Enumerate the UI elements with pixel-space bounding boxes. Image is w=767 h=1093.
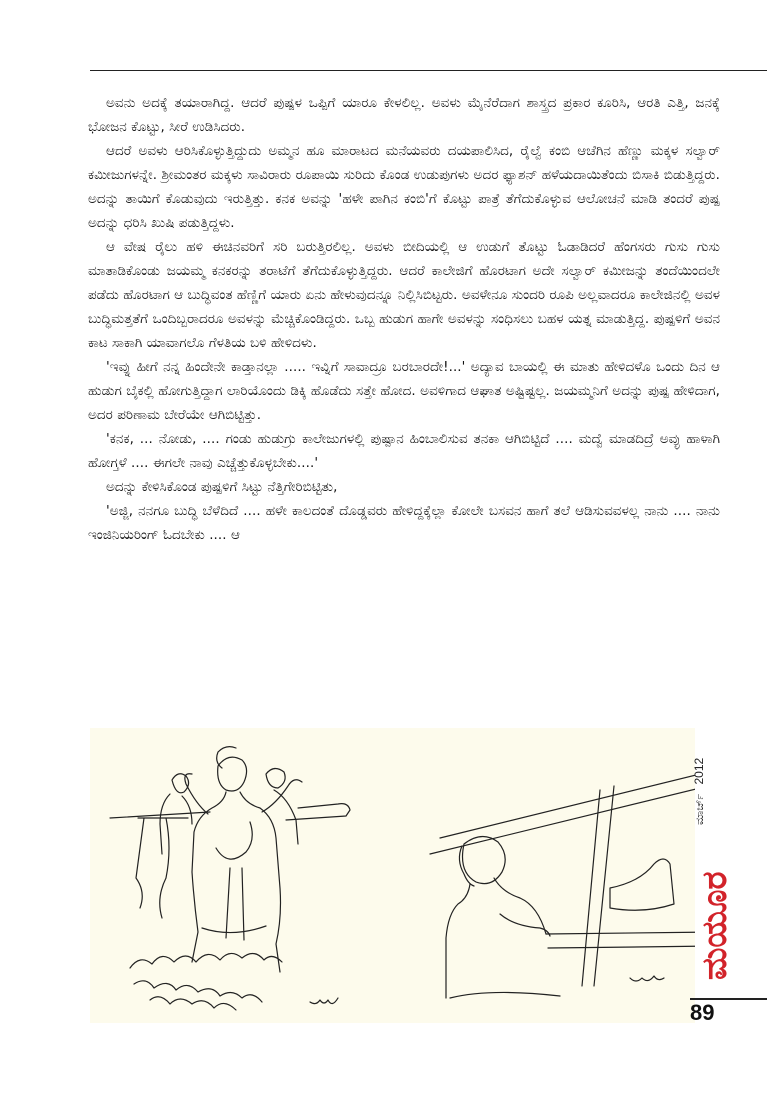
issue-year: 2012 bbox=[692, 757, 706, 785]
right-sketch bbox=[430, 774, 695, 998]
magazine-logo: ಮಯೂರ bbox=[695, 871, 735, 980]
paragraph: ಆ ವೇಷ ರೈಲು ಹಳಿ ಈಚಿನವರಿಗೆ ಸರಿ ಬರುತ್ತಿರಲಿಲ್ಲ. ಅವಳು ಬೀದಿಯಲ್ಲಿ ಆ ಉಡುಗೆ ತೊಟ್ಟು ಓಡಾಡಿದರೆ ಹೆಂಗಸರು ಗುಸು ಗುಸು ಮಾತಾಡಿಕೊಂಡು ಜಯಮ್ಮ ಕನಕರನ್ನು ತರಾಟೆಗೆ ತೆಗೆದುಕೊಳ್ಳುತ್ತಿದ್ದರು. ಆದರೆ ಕಾಲೇಜಿಗೆ ಹೊರಟಾಗ ಅದೇ ಸಲ್ವಾರ್ ಕಮೀಜನ್ನು ತಂದೆಯಿಂದಲೇ ಪಡೆದು ಹೊರಟಾಗ ಆ ಬುದ್ಧಿವಂತ ಹೆಣ್ಣಿಗೆ ಯಾರು ಏನು ಹೇಳುವುದನ್ನೂ ನಿಲ್ಲಿಸಿಬಿಟ್ಟರು. ಅವಳೇನೂ ಸುಂದರಿ ರೂಪಿ ಅಲ್ಲವಾದರೂ ಕಾಲೇಜಿನಲ್ಲಿ ಅವಳ ಬುದ್ಧಿಮತ್ತತೆಗೆ ಒಂದಿಬ್ಬರಾದರೂ ಅವಳನ್ನು ಮೆಚ್ಚಿಕೊಂಡಿದ್ದರು. ಒಬ್ಬ ಹುಡುಗ ಹಾಗೇ ಅವಳನ್ನು ಸಂಧಿಸಲು ಬಹಳ ಯತ್ನ ಮಾಡುತ್ತಿದ್ದ. ಪುಷ್ಪಳಿಗೆ ಅವನ ಕಾಟ ಸಾಕಾಗಿ ಯಾವಾಗಲೊ ಗೆಳತಿಯ ಬಳಿ ಹೇಳಿದಳು. bbox=[88, 240, 720, 351]
story-illustration bbox=[90, 728, 695, 1023]
header-rule bbox=[90, 70, 767, 71]
page-number: 89 bbox=[690, 1000, 715, 1025]
paragraph: ಅವನು ಅದಕ್ಕೆ ತಯಾರಾಗಿದ್ದ. ಆದರೆ ಪುಷ್ಪಳ ಒಪ್ಪಿಗೆ ಯಾರೂ ಕೇಳಲಿಲ್ಲ. ಅವಳು ಮೈನೆರೆದಾಗ ಶಾಸ್ತ್ರದ ಪ್ರಕಾರ ಕೂರಿಸಿ, ಆರತಿ ಎತ್ತಿ, ಜನಕ್ಕೆ ಭೋಜನ ಕೊಟ್ಟು, ಸೀರೆ ಉಡಿಸಿದರು. bbox=[88, 96, 720, 135]
issue-date bbox=[692, 715, 712, 825]
left-sketch bbox=[110, 747, 350, 1010]
issue-month: ಮಾರ್ಚ್ bbox=[694, 793, 706, 825]
paragraph: ಅದನ್ನು ಕೇಳಿಸಿಕೊಂಡ ಪುಷ್ಪಳಿಗೆ ಸಿಟ್ಟು ನೆತ್ತಿಗೇರಿಬಿಟ್ಟಿತು, bbox=[106, 480, 338, 495]
paragraph: 'ಇವ್ನು ಹೀಗೆ ನನ್ನ ಹಿಂದೇನೇ ಕಾಡ್ತಾನಲ್ಲಾ ..... ಇವ್ನಿಗೆ ಸಾವಾದ್ರೂ ಬರಬಾರದೇ!...' ಅದ್ಯಾವ ಬಾಯಲ್ಲಿ ಈ ಮಾತು ಹೇಳಿದಳೊ ಒಂದು ದಿನ ಆ ಹುಡುಗ ಬೈಕಲ್ಲಿ ಹೋಗುತ್ತಿದ್ದಾಗ ಲಾರಿಯೊಂದು ಡಿಕ್ಕಿ ಹೊಡೆದು ಸತ್ತೇ ಹೋದ. ಅವಳಿಗಾದ ಆಘಾತ ಅಷ್ಟಿಷ್ಟಲ್ಲ. ಜಯಮ್ಮನಿಗೆ ಅದನ್ನು ಪುಷ್ಪ ಹೇಳಿದಾಗ, ಅದರ ಪರಿಣಾಮ ಬೇರೆಯೇ ಆಗಿಬಿಟ್ಟಿತ್ತು. bbox=[88, 360, 720, 423]
paragraph: ಆದರೆ ಅವಳು ಆರಿಸಿಕೊಳ್ಳುತ್ತಿದ್ದುದು ಅಮ್ಮನ ಹೂ ಮಾರಾಟದ ಮನೆಯವರು ದಯಪಾಲಿಸಿದ, ರೈಲ್ವೆ ಕಂಬಿ ಆಚೆಗಿನ ಹೆಣ್ಣು ಮಕ್ಕಳ ಸಲ್ವಾರ್ ಕಮೀಜುಗಳನ್ನೇ. ಶ್ರೀಮಂತರ ಮಕ್ಕಳು ಸಾವಿರಾರು ರೂಪಾಯಿ ಸುರಿದು ಕೊಂಡ ಉಡುಪುಗಳು ಅದರ ಫ್ಯಾಶನ್ ಹಳೆಯದಾಯಿತೆಂದು ಬಿಸಾಕಿ ಬಿಡುತ್ತಿದ್ದರು. ಅದನ್ನು ತಾಯಿಗೆ ಕೊಡುವುದು ಇರುತ್ತಿತ್ತು. ಕನಕ ಅವನ್ನು 'ಹಳೇ ಪಾಗಿನ ಕಂಬಿ'ಗೆ ಕೊಟ್ಟು ಪಾತ್ರೆ ತೆಗೆದುಕೊಳ್ಳುವ ಆಲೋಚನೆ ಮಾಡಿ ತಂದರೆ ಪುಷ್ಪ ಅದನ್ನು ಧರಿಸಿ ಖುಷಿ ಪಡುತ್ತಿದ್ದಳು. bbox=[88, 144, 720, 231]
article-body bbox=[88, 92, 720, 548]
paragraph: 'ಅಜ್ಜಿ, ನನಗೂ ಬುದ್ಧಿ ಬೆಳೆದಿದೆ .... ಹಳೇ ಕಾಲದಂತೆ ದೊಡ್ಡವರು ಹೇಳಿದ್ದಕ್ಕೆಲ್ಲಾ ಕೋಲೇ ಬಸವನ ಹಾಗೆ ತಲೆ ಆಡಿಸುವವಳಲ್ಲ ನಾನು .... ನಾನು ಇಂಜಿನಿಯರಿಂಗ್ ಓದಬೇಕು .... ಆ bbox=[88, 504, 720, 543]
paragraph: 'ಕನಕ, ... ನೋಡು, .... ಗಂಡು ಹುಡುಗ್ರು ಕಾಲೇಜುಗಳಲ್ಲಿ ಪುಷ್ಪಾನ ಹಿಂಬಾಲಿಸುವ ತನಕಾ ಆಗಿಬಿಟ್ಟಿದೆ .... ಮದ್ವೆ ಮಾಡದಿದ್ರೆ ಅವ್ಳು ಹಾಳಾಗಿ ಹೋಗ್ತಳೆ .... ಈಗಲೇ ನಾವು ಎಚ್ಚೆತ್ತುಕೊಳ್ಳಬೇಕು....' bbox=[88, 432, 720, 471]
